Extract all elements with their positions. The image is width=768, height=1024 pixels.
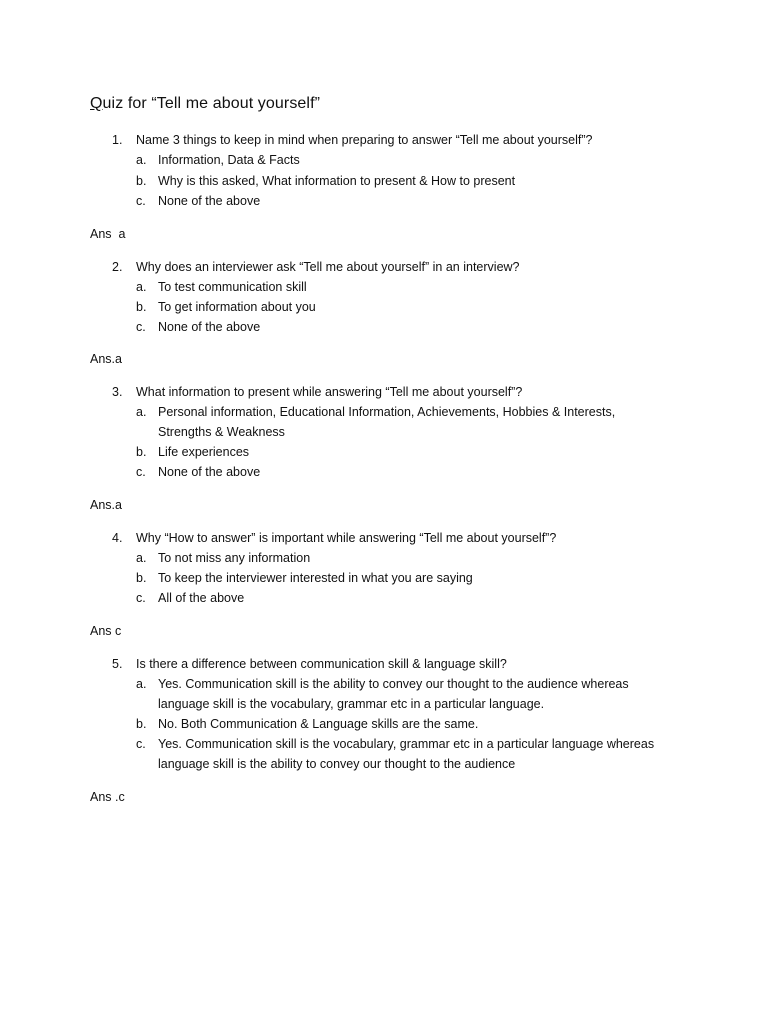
option-5c-continued: language skill is the ability to convey our thought to the audience [158,757,516,771]
option-2b [136,300,316,314]
option-5a-continued: language skill is the vocabulary, grammar etc in a particular language. [158,697,545,711]
answer-5: Ans .c [90,790,125,804]
question-number: 5. [112,657,123,671]
option-1b [136,174,515,188]
option-text: To test communication skill [158,280,307,294]
option-text: Yes. Communication skill is the ability to convey our thought to the audience whereas [158,677,629,691]
option-letter: b. [136,445,147,459]
question-2-line [112,260,520,274]
option-text: Personal information, Educational Information, Achievements, Hobbies & Interests, [158,405,616,419]
option-letter: b. [136,571,147,585]
option-text: None of the above [158,194,261,208]
question-text: Why does an interviewer ask “Tell me about yourself” in an interview? [136,260,520,274]
option-text: None of the above [158,320,261,334]
option-text: Why is this asked, What information to present & How to present [158,174,516,188]
option-letter: b. [136,717,147,731]
question-number: 1. [112,133,123,147]
option-letter: a. [136,280,147,294]
question-4-line [112,531,556,545]
option-text: None of the above [158,465,261,479]
question-number: 2. [112,260,123,274]
question-text: Is there a difference between communication skill & language skill? [136,657,507,671]
option-text: To not miss any information [158,551,311,565]
option-letter: a. [136,153,147,167]
question-number: 3. [112,385,123,399]
option-2c [136,320,260,334]
option-5c [136,737,654,751]
answer-2: Ans.a [90,352,122,366]
option-letter: c. [136,591,146,605]
option-letter: c. [136,465,146,479]
option-5b [136,717,478,731]
option-3a-continued: Strengths & Weakness [158,425,285,439]
option-text: Yes. Communication skill is the vocabulary, grammar etc in a particular language whereas [158,737,655,751]
title-text: uiz for “Tell me about yourself” [102,95,321,112]
option-letter: c. [136,737,146,751]
option-3c [136,465,260,479]
option-4a [136,551,310,565]
question-text: What information to present while answering “Tell me about yourself”? [136,385,523,399]
option-1a [136,153,300,167]
option-3b [136,445,249,459]
answer-4: Ans c [90,624,122,638]
question-number: 4. [112,531,123,545]
option-letter: c. [136,194,146,208]
option-letter: b. [136,300,147,314]
answer-3: Ans.a [90,498,122,512]
option-letter: a. [136,677,147,691]
option-letter: c. [136,320,146,334]
question-5-line [112,657,507,671]
option-text: Information, Data & Facts [158,153,300,167]
option-letter: b. [136,174,147,188]
option-letter: a. [136,551,147,565]
question-1-line [112,133,593,147]
option-1c [136,194,260,208]
question-3-line [112,385,522,399]
option-text: No. Both Communication & Language skills are the same. [158,717,479,731]
option-letter: a. [136,405,147,419]
option-text: To keep the interviewer interested in what you are saying [158,571,473,585]
option-3a [136,405,615,419]
option-2a [136,280,307,294]
question-text: Why “How to answer” is important while answering “Tell me about yourself”? [136,531,557,545]
option-text: All of the above [158,591,245,605]
answer-1: Ans a [90,227,126,241]
option-5a [136,677,629,691]
title-first-letter: Q [90,95,103,112]
option-4b [136,571,473,585]
question-text: Name 3 things to keep in mind when preparing to answer “Tell me about yourself”? [136,133,593,147]
option-text: Life experiences [158,445,250,459]
option-4c [136,591,244,605]
option-text: To get information about you [158,300,316,314]
page-title [90,95,320,113]
